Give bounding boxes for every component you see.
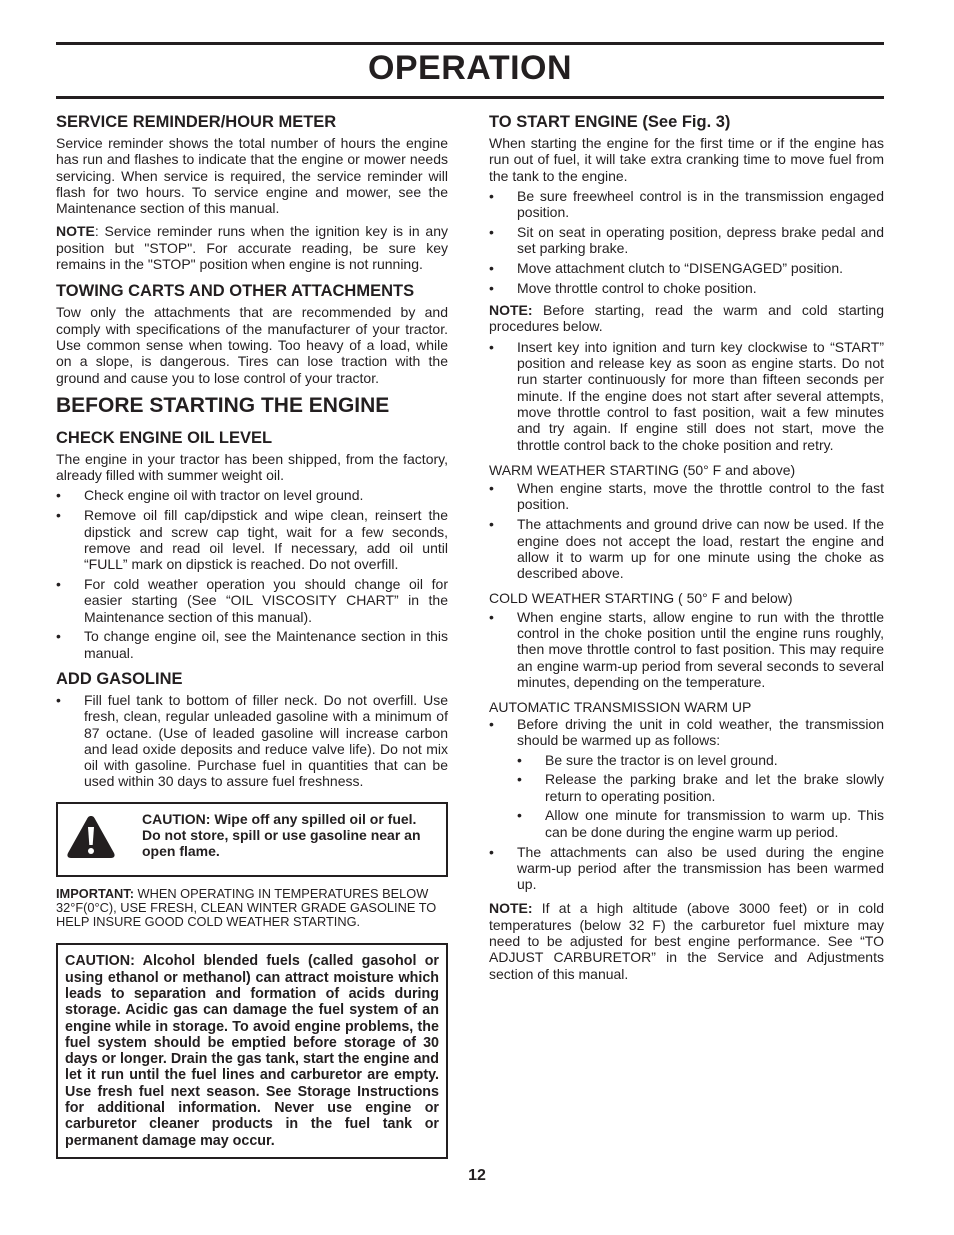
list-item: • To change engine oil, see the Maintenance section in this manual. [56,628,448,661]
start-bullet-list-2 [489,339,884,453]
oil-heading: CHECK ENGINE OIL LEVEL [56,428,273,447]
bullet-icon: • [517,807,522,824]
caution-alcohol-box [56,943,448,1159]
important-notice [56,887,448,930]
transmission-sub-list [517,752,884,840]
list-item: • Be sure the tractor is on level ground. [517,751,778,768]
left-column [56,112,448,1159]
warm-bullet-list [489,480,884,581]
transmission-bullet-list-2 [489,844,884,893]
towing-body: Tow only the attachments that are recommended by and comply with specifications of the manufacturer of your tractor. Use common sense when towing. Too heavy of a load, while on a slope, is dangerous. Tires can lose traction with the ground and cause you to lose control of your tractor. [56,304,448,386]
note-text: : Service reminder runs when the ignition key is in any position but "STOP". For accurate reading, be sure key remains in the "STOP" position when engine is not running. [56,223,448,273]
list-item: • Be sure freewheel control is in the transmission engaged position. [489,187,884,221]
towing-heading: TOWING CARTS AND OTHER ATTACHMENTS [56,282,415,301]
right-column [489,112,884,984]
bullet-icon: • [517,751,522,768]
cold-weather-label: COLD WEATHER STARTING ( 50° F and below) [489,590,793,607]
transmission-section [489,699,884,892]
list-item: • Insert key into ignition and turn key clockwise to “START” position and release key as soon as engine starts. Do not run starter continuously for more than fifteen seconds per minute. If the engine does not start after several attempts, move throttle control to fast position, wait a few minutes and try again. If engine still does not start, move the throttle control back to the choke position and retry. [489,338,884,453]
bullet-icon: • [517,771,522,788]
gasoline-bullet-list [56,692,448,790]
note-label: NOTE: [489,900,533,917]
header-rule-bottom [56,96,884,99]
start-engine-section [489,112,884,453]
start-engine-intro: When starting the engine for the first time or if the engine has run out of fuel, it will take extra cranking time to move fuel from the tank to the engine. [489,135,884,184]
bullet-icon: • [489,608,494,625]
caution-spill-box [56,802,448,877]
important-label: IMPORTANT: [56,885,134,901]
altitude-note [489,900,884,981]
note-label: NOTE [56,223,95,240]
cold-weather-section [489,590,884,690]
warm-weather-label: WARM WEATHER STARTING (50° F and above) [489,461,796,478]
list-item: • Before driving the unit in cold weather, the transmission should be warmed up as follows: [489,715,884,748]
note-text: If at a high altitude (above 3000 feet) or in cold temperatures (below 32 F) the carburetor fuel mixture may need to be adjusted for best engine performance. See “TO ADJUST CARBURETOR” in the Service and Adjustments section of this manual. [489,900,884,982]
list-item: • The attachments and ground drive can now be used. If the engine does not accept the load, restart the engine and allow it to warm up for one minute using the choke as described above. [489,516,884,582]
bullet-icon: • [489,715,494,732]
oil-bullet-list [56,487,448,660]
oil-section [56,428,448,661]
list-item: • Fill fuel tank to bottom of filler neck. Do not overfill. Use fresh, clean, regular unleaded gasoline with a minimum of 87 octane. (Use of leaded gasoline will increase carbon and lead oxide deposits and reduce valve life). Do not mix oil with gasoline. Purchase fuel in quantities that can be used within 30 days to assure fuel freshness. [56,691,448,790]
bullet-icon: • [489,279,494,296]
gasoline-heading: ADD GASOLINE [56,669,183,688]
start-bullet-list [489,188,884,296]
warning-triangle-icon [66,814,116,860]
service-reminder-heading: SERVICE REMINDER/HOUR METER [56,113,337,131]
list-item: • Move throttle control to choke position. [489,279,757,296]
caution-alcohol-text: CAUTION: Alcohol blended fuels (called gasohol or using ethanol or methanol) can attract moisture which leads to separation and formation of acids during storage. Acidic gas can damage the fuel system of an engine while in storage. To avoid engine problems, the fuel system should be emptied before storage of 30 days or longer. Drain the gas tank, start the engine and let it run until the fuel lines and carburetor are empty. Use fresh fuel next season. See Storage Instructions for additional information. Never use engine or carburetor cleaner products in the fuel tank or permanent damage may occur. [65,953,439,1149]
bullet-icon: • [56,487,61,504]
bullet-icon: • [489,187,494,204]
bullet-icon: • [56,507,61,524]
towing-section [56,281,448,385]
list-item: • When engine starts, allow engine to run with the throttle control in the choke position until the engine runs roughly, then move throttle control to fast position. This may require an engine warm-up period from several seconds to several minutes, depending on the temperature. [489,608,884,690]
bullet-icon: • [489,516,494,533]
bullet-icon: • [489,843,494,860]
note-label: NOTE: [489,302,533,319]
page-title: OPERATION [367,49,573,87]
service-reminder-section [56,112,448,272]
transmission-bullet-list [489,716,884,749]
bullet-icon: • [489,480,494,497]
list-item: • Allow one minute for transmission to warm up. This can be done during the engine warm up period. [517,807,884,840]
bullet-icon: • [489,338,494,355]
list-item: • When engine starts, move the throttle control to the fast position. [489,480,884,513]
list-item: • Check engine oil with tractor on level ground. [56,487,364,504]
bullet-icon: • [56,628,61,645]
bullet-icon: • [489,223,494,240]
list-item: • Remove oil fill cap/dipstick and wipe clean, reinsert the dipstick and screw cap tight, wait for a few seconds, remove and read oil level. If necessary, add oil until “FULL” mark on dipstick is reached. Do not overfill. [56,507,448,573]
list-item: • Release the parking brake and let the brake slowly return to operating position. [517,771,884,804]
list-item: • Move attachment clutch to “DISENGAGED” position. [489,260,844,277]
warm-weather-section [489,462,884,582]
start-engine-heading: TO START ENGINE (See Fig. 3) [489,113,731,131]
cold-bullet-list [489,609,884,690]
list-item: • The attachments can also be used during the engine warm-up period after the transmission has been warmed up. [489,843,884,893]
service-reminder-note [56,223,448,272]
list-item: • Sit on seat in operating position, depress brake pedal and set parking brake. [489,223,884,257]
gasoline-section [56,669,448,790]
oil-body: The engine in your tractor has been shipped, from the factory, already filled with summer weight oil. [56,450,448,484]
start-note [489,302,884,335]
before-starting-heading: BEFORE STARTING THE ENGINE [56,393,390,417]
caution-spill-text: CAUTION: Wipe off any spilled oil or fuel. Do not store, spill or use gasoline near an open flame. [142,810,421,859]
bullet-icon: • [56,575,61,592]
note-text: Before starting, read the warm and cold starting procedures below. [489,302,884,335]
page-number: 12 [468,1167,486,1184]
service-reminder-body: Service reminder shows the total number of hours the engine has run and flashes to indicate that the engine or mower needs servicing. When service is required, the service reminder will flash for two hours. To service engine and mower, see the Maintenance section of this manual. [56,135,448,217]
transmission-label: AUTOMATIC TRANSMISSION WARM UP [489,699,752,716]
bullet-icon: • [489,260,494,277]
list-item: • For cold weather operation you should change oil for easier starting (See “OIL VISCOSITY CHART” in the Maintenance section of this manual). [56,575,448,625]
important-text: WHEN OPERATING IN TEMPERATURES BELOW 32°F(0°C), USE FRESH, CLEAN WINTER GRADE GASOLINE TO HELP INSURE GOOD COLD WEATHER STARTING. [56,885,437,930]
bullet-icon: • [56,691,61,708]
